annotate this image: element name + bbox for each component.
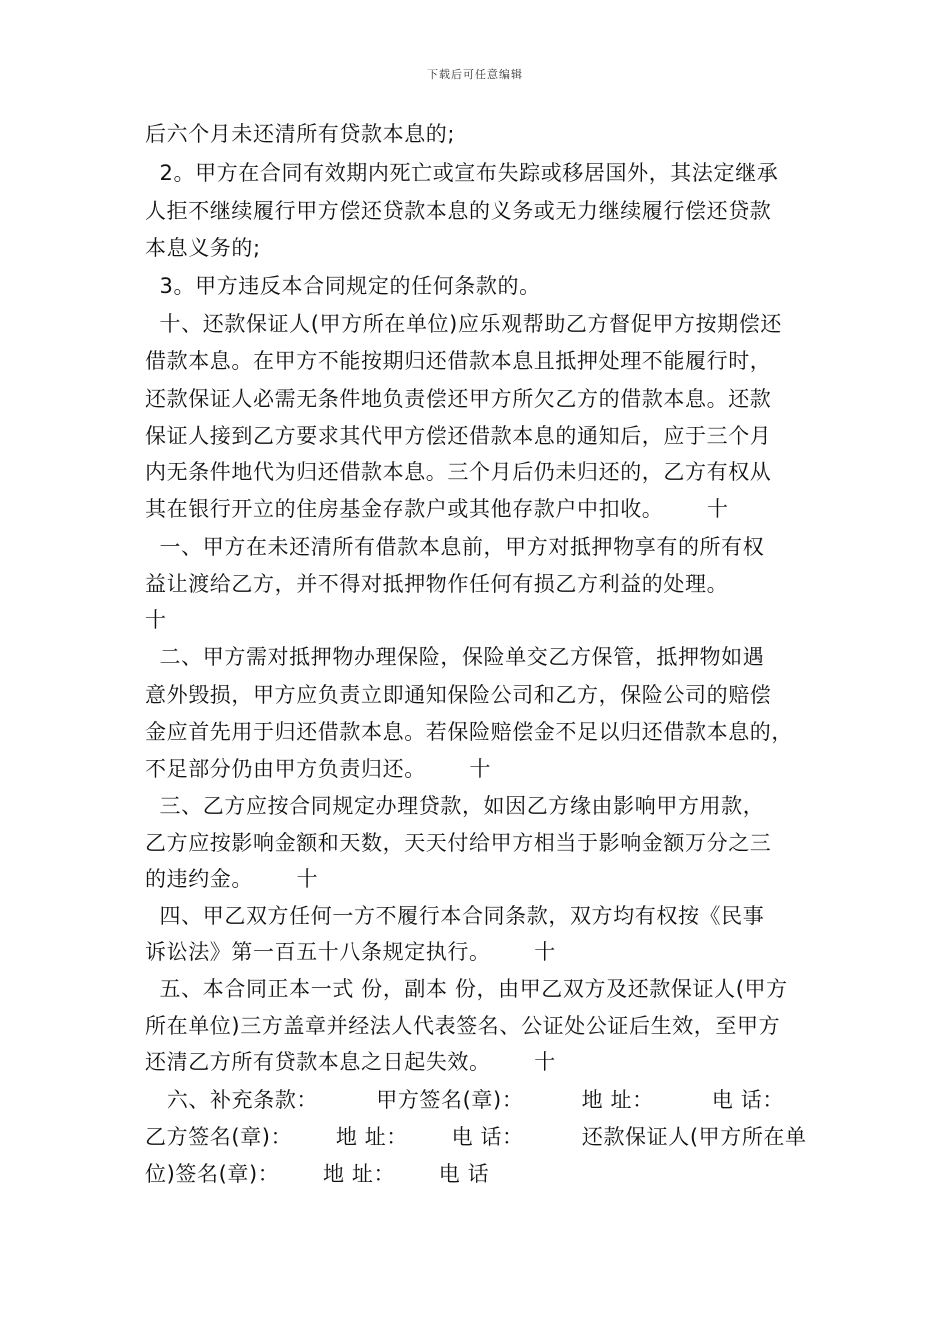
text-line: 内无条件地代为归还借款本息。三个月后仍未归还的，乙方有权从 bbox=[145, 460, 772, 484]
text-line: 人拒不继续履行甲方偿还贷款本息的义务或无力继续履行偿还贷款 bbox=[145, 199, 772, 223]
text-line: 还款保证人必需无条件地负责偿还甲方所欠乙方的借款本息。还款 bbox=[145, 387, 772, 411]
text-line: 保证人接到乙方要求其代甲方偿还借款本息的通知后，应于三个月 bbox=[145, 424, 772, 448]
text-line: 不足部分仍由甲方负责归还。 十 bbox=[145, 757, 492, 781]
text-line: 十、还款保证人(甲方所在单位)应乐观帮助乙方督促甲方按期偿还 bbox=[145, 312, 782, 336]
text-line: 十 bbox=[145, 608, 167, 632]
text-line: 一、甲方在未还清所有借款本息前，甲方对抵押物享有的所有权 bbox=[145, 535, 765, 559]
text-line: 五、本合同正本一式 份，副本 份，由甲乙双方及还款保证人(甲方 bbox=[145, 977, 788, 1001]
text-line: 乙方应按影响金额和天数，天天付给甲方相当于影响金额万分之三 bbox=[145, 831, 772, 855]
text-line: 三、乙方应按合同规定办理贷款，如因乙方缘由影响甲方用款， bbox=[145, 794, 765, 818]
text-line: 后六个月未还清所有贷款本息的; bbox=[145, 122, 456, 146]
text-line: 诉讼法》第一百五十八条规定执行。 十 bbox=[145, 940, 556, 964]
text-line: 借款本息。在甲方不能按期归还借款本息且抵押处理不能履行时， bbox=[145, 349, 772, 373]
signature-line-party-a: 六、补充条款： 甲方签名(章)： 地 址： 电 话： bbox=[145, 1088, 784, 1112]
text-line: 二、甲方需对抵押物办理保险，保险单交乙方保管，抵押物如遇 bbox=[145, 645, 765, 669]
text-line: 其在银行开立的住房基金存款户或其他存款户中扣收。 十 bbox=[145, 497, 729, 521]
text-line: 所在单位)三方盖章并经法人代表签名、公证处公证后生效，至甲方 bbox=[145, 1014, 781, 1038]
signature-line-guarantor: 位)签名(章)： 地 址： 电 话 bbox=[145, 1162, 490, 1186]
text-line: 益让渡给乙方，并不得对抵押物作任何有损乙方利益的处理。 bbox=[145, 572, 729, 596]
text-line: 意外毁损，甲方应负责立即通知保险公司和乙方，保险公司的赔偿 bbox=[145, 683, 772, 707]
text-line: 金应首先用于归还借款本息。若保险赔偿金不足以归还借款本息的， bbox=[145, 720, 793, 744]
text-line: 2。甲方在合同有效期内死亡或宣布失踪或移居国外，其法定继承 bbox=[145, 161, 779, 185]
signature-line-party-b: 乙方签名(章)： 地 址： 电 话： 还款保证人(甲方所在单 bbox=[145, 1125, 807, 1149]
text-line: 3。甲方违反本合同规定的任何条款的。 bbox=[145, 274, 541, 298]
text-line: 还清乙方所有贷款本息之日起失效。 十 bbox=[145, 1050, 556, 1074]
text-line: 的违约金。 十 bbox=[145, 867, 319, 891]
text-line: 四、甲乙双方任何一方不履行本合同条款，双方均有权按《民事 bbox=[145, 904, 765, 928]
text-line: 本息义务的; bbox=[145, 236, 261, 260]
page-header: 下载后可任意编辑 bbox=[427, 68, 523, 81]
